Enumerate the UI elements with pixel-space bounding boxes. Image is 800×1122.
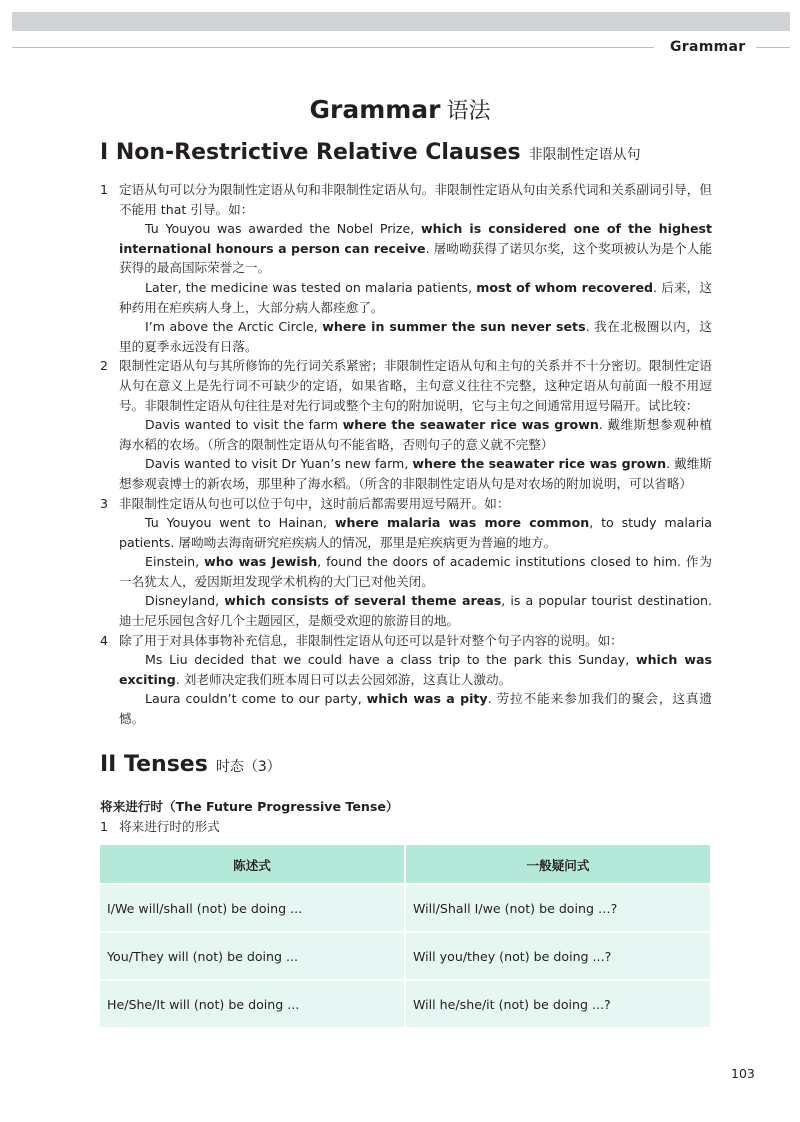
table-cell: You/They will (not) be doing ...: [100, 932, 405, 980]
section-1-numeral: I: [100, 140, 109, 165]
point-number: 4: [100, 632, 109, 648]
table-cell: Will/Shall I/we (not) be doing …?: [405, 884, 710, 932]
page-title: [0, 94, 800, 125]
running-title: Grammar: [670, 39, 746, 55]
point-number: 3: [100, 495, 109, 511]
table-cell: He/She/It will (not) be doing ...: [100, 980, 405, 1027]
page-title-zh: 语法: [446, 99, 491, 124]
table-header-row: [100, 845, 710, 884]
column-header: 陈述式: [100, 845, 405, 884]
example-sentence: Davis wanted to visit the farm where the seawater rice was grown. 戴维斯想参观种植海水稻的农场。（所含的限制性定语从句不能省略，否则句子的意义就不完整）: [119, 417, 712, 452]
example-sentence: I’m above the Arctic Circle, where in summer the sun never sets. 我在北极圈以内，这里的夏季永远没有日落。: [119, 319, 712, 354]
example-sentence: Disneyland, which consists of several theme areas, is a popular tourist destination. 迪士尼乐园包含好几个主题园区，是颇受欢迎的旅游目的地。: [119, 593, 713, 629]
table-row: [100, 932, 710, 980]
section-1-title: Non-Restrictive Relative Clauses: [115, 140, 521, 165]
point-text: 非限制性定语从句也可以位于句中，这时前后都需要用逗号隔开。如：: [119, 495, 510, 511]
table-row: [100, 980, 710, 1027]
example-sentence: Laura couldn’t come to our party, which was a pity. 劳拉不能来参加我们的聚会，这真遗憾。: [119, 691, 713, 727]
section-2-title: Tenses: [124, 752, 208, 777]
example-sentence: Davis wanted to visit Dr Yuan’s new farm, where the seawater rice was grown. 戴维斯想参观袁博士的新农场，那里种了海水稻。（所含的非限制性定语从句是对农场的附加说明，可以省略）: [119, 456, 712, 491]
page-number: 103: [731, 1066, 755, 1081]
section-2-heading: [100, 752, 281, 777]
header-rule-right: [756, 47, 790, 48]
section-1-body: [100, 180, 712, 729]
example-sentence: Tu Youyou was awarded the Nobel Prize, which is considered one of the highest international honours a person can receive. 屠呦呦获得了诺贝尔奖，这个奖项被认为是个人能获得的最高国际荣誉之一。: [119, 221, 712, 276]
section-1-heading: [100, 140, 641, 165]
point-text: 限制性定语从句与其所修饰的先行词关系紧密；非限制性定语从句和主句的关系并不十分密切。限制性定语从句在意义上是先行词不可缺少的定语，如果省略，主句意义往往不完整，这种定语从句前面一般不用逗号。非限制性定语从句往往是对先行词或整个主句的附加说明，它与主句之间通常用逗号隔开。试比较：: [119, 358, 712, 413]
grammar-point: [100, 631, 712, 729]
page-title-en: Grammar: [309, 95, 441, 124]
subpoint-text: 将来进行时的形式: [119, 819, 220, 834]
point-text: 定语从句可以分为限制性定语从句和非限制性定语从句。非限制性定语从句由关系代词和关系副词引导，但不能用 that 引导。如：: [119, 182, 712, 217]
point-number: 2: [100, 358, 109, 374]
section-2-numeral: II: [100, 752, 117, 777]
subpoint-number: 1: [100, 819, 109, 834]
tense-form-table: [100, 845, 710, 1027]
subpoint: [100, 816, 220, 835]
example-sentence: Tu Youyou went to Hainan, where malaria was more common, to study malaria patients. 屠呦呦去海南研究疟疾病人的情况，那里是疟疾病更为普遍的地方。: [119, 515, 712, 550]
table-cell: Will he/she/it (not) be doing ...?: [405, 980, 710, 1027]
grammar-point: [100, 494, 712, 631]
example-sentence: Later, the medicine was tested on malaria patients, most of whom recovered. 后来，这种药用在疟疾病人身上，大部分病人都痊愈了。: [119, 279, 712, 315]
section-2-title-zh: 时态（3）: [215, 759, 281, 775]
example-sentence: Einstein, who was Jewish, found the doors of academic institutions closed to him. 作为一名犹太人，爱因斯坦发现学术机构的大门已对他关闭。: [119, 554, 712, 589]
table-cell: I/We will/shall (not) be doing ...: [100, 884, 405, 932]
column-header: 一般疑问式: [405, 845, 710, 884]
section-1-title-zh: 非限制性定语从句: [528, 147, 641, 163]
table-row: [100, 884, 710, 932]
header-rule-left: [12, 47, 654, 48]
top-bar: [12, 12, 790, 31]
example-sentence: Ms Liu decided that we could have a class trip to the park this Sunday, which was exciting. 刘老师决定我们班本周日可以去公园郊游，这真让人激动。: [119, 652, 712, 687]
grammar-point: [100, 180, 712, 356]
point-text: 除了用于对具体事物补充信息，非限制性定语从句还可以是针对整个句子内容的说明。如：: [119, 632, 623, 648]
subheading: 将来进行时（The Future Progressive Tense）: [100, 799, 399, 814]
point-number: 1: [100, 182, 109, 197]
grammar-point: [100, 356, 712, 493]
table-cell: Will you/they (not) be doing ...?: [405, 932, 710, 980]
